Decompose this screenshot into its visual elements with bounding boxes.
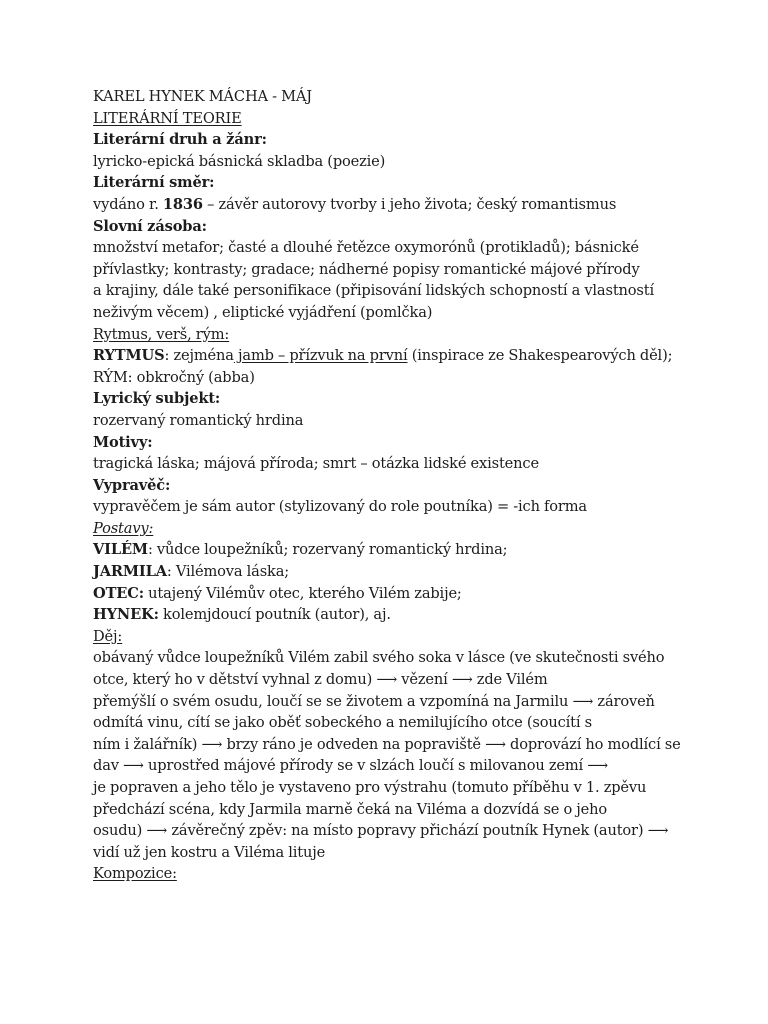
- publication-year: 1836: [162, 195, 203, 213]
- character-name: VILÉM: [93, 541, 148, 559]
- rhythm-underlined: jamb – přízvuk na první: [233, 347, 408, 365]
- literary-movement-text: [93, 194, 723, 216]
- character-name: HYNEK:: [93, 606, 159, 624]
- genre-text: lyricko-epická básnická skladba (poezie): [93, 152, 386, 170]
- vocabulary-line: a krajiny, dále také personifikace (připisování lidských schopností a vlastností: [93, 282, 654, 300]
- vocabulary-line: neživým věcem) , eliptické vyjádření (pomlčka): [93, 303, 433, 321]
- heading-lyrical-subject: Lyrický subjekt:: [93, 390, 221, 408]
- heading-motifs: Motivy:: [93, 433, 153, 451]
- document-page: [93, 86, 723, 885]
- document-title: KAREL HYNEK MÁCHA - MÁJ: [93, 88, 312, 105]
- rhythm-text: [93, 345, 723, 367]
- movement-prefix: vydáno r.: [93, 195, 163, 213]
- plot-line: odmítá vinu, cítí se jako oběť sobeckého a nemilujícího otce (soucítí s: [93, 714, 592, 732]
- character-item: [93, 561, 723, 583]
- vocabulary-line: přívlastky; kontrasty; gradace; nádherné popisy romantické májové přírody: [93, 260, 640, 278]
- narrator-text: vypravěčem je sám autor (stylizovaný do role poutníka) = -ich forma: [93, 498, 587, 516]
- rhyme-text: RÝM: obkročný (abba): [93, 368, 255, 386]
- heading-composition: Kompozice:: [93, 865, 177, 883]
- character-name: JARMILA: [93, 563, 167, 581]
- heading-narrator: Vypravěč:: [93, 476, 171, 494]
- plot-line: přemýšlí o svém osudu, loučí se se životem a vzpomíná na Jarmilu ⟶ zároveň: [93, 692, 655, 710]
- plot-line: předchází scéna, kdy Jarmila marně čeká na Viléma a dozvídá se o jeho: [93, 800, 608, 818]
- character-desc: : Vilémova láska;: [166, 563, 290, 581]
- rhythm-text-part2: (inspirace ze Shakespearových děl);: [407, 347, 673, 365]
- heading-literary-movement: Literární směr:: [93, 174, 215, 192]
- character-name: OTEC:: [93, 584, 144, 602]
- motifs-text: tragická láska; májová příroda; smrt – otázka lidské existence: [93, 455, 539, 473]
- movement-suffix: – závěr autorovy tvorby i jeho života; český romantismus: [202, 195, 617, 213]
- plot-line: osudu) ⟶ závěrečný zpěv: na místo popravy přichází poutník Hynek (autor) ⟶: [93, 822, 669, 840]
- rhythm-label: RYTMUS: [93, 347, 165, 365]
- plot-line: dav ⟶ uprostřed májové přírody se v slzách loučí s milovanou zemí ⟶: [93, 757, 609, 775]
- lyrical-subject-text: rozervaný romantický hrdina: [93, 411, 304, 429]
- plot-line: ním i žalářník) ⟶ brzy ráno je odveden na popraviště ⟶ doprovází ho modlící se: [93, 735, 681, 753]
- heading-characters: Postavy:: [93, 519, 154, 537]
- plot-line: je popraven a jeho tělo je vystaveno pro výstrahu (tomuto příběhu v 1. zpěvu: [93, 779, 647, 796]
- character-desc: : vůdce loupežníků; rozervaný romantický hrdina;: [147, 541, 508, 559]
- plot-line: obávaný vůdce loupežníků Vilém zabil svého soka v lásce (ve skutečnosti svého: [93, 649, 665, 667]
- character-desc: kolemjdoucí poutník (autor), aj.: [158, 606, 391, 624]
- character-item: [93, 583, 723, 605]
- plot-line: vidí už jen kostru a Viléma lituje: [93, 843, 326, 861]
- character-desc: utajený Vilémův otec, kterého Vilém zabije;: [143, 584, 462, 602]
- vocabulary-line: množství metafor; časté a dlouhé řetězce oxymorónů (protikladů); básnické: [93, 239, 639, 257]
- heading-plot: Děj:: [93, 627, 123, 645]
- heading-vocabulary: Slovní zásoba:: [93, 217, 207, 235]
- character-item: [93, 539, 723, 561]
- section-heading-literary-theory: LITERÁRNÍ TEORIE: [93, 109, 242, 127]
- rhythm-text-part1: : zejména: [164, 347, 234, 365]
- heading-rhythm: Rytmus, verš, rým:: [93, 325, 230, 343]
- plot-line: otce, který ho v dětství vyhnal z domu) ⟶ vězení ⟶ zde Vilém: [93, 671, 548, 689]
- character-item: [93, 604, 723, 626]
- heading-genre: Literární druh a žánr:: [93, 131, 267, 149]
